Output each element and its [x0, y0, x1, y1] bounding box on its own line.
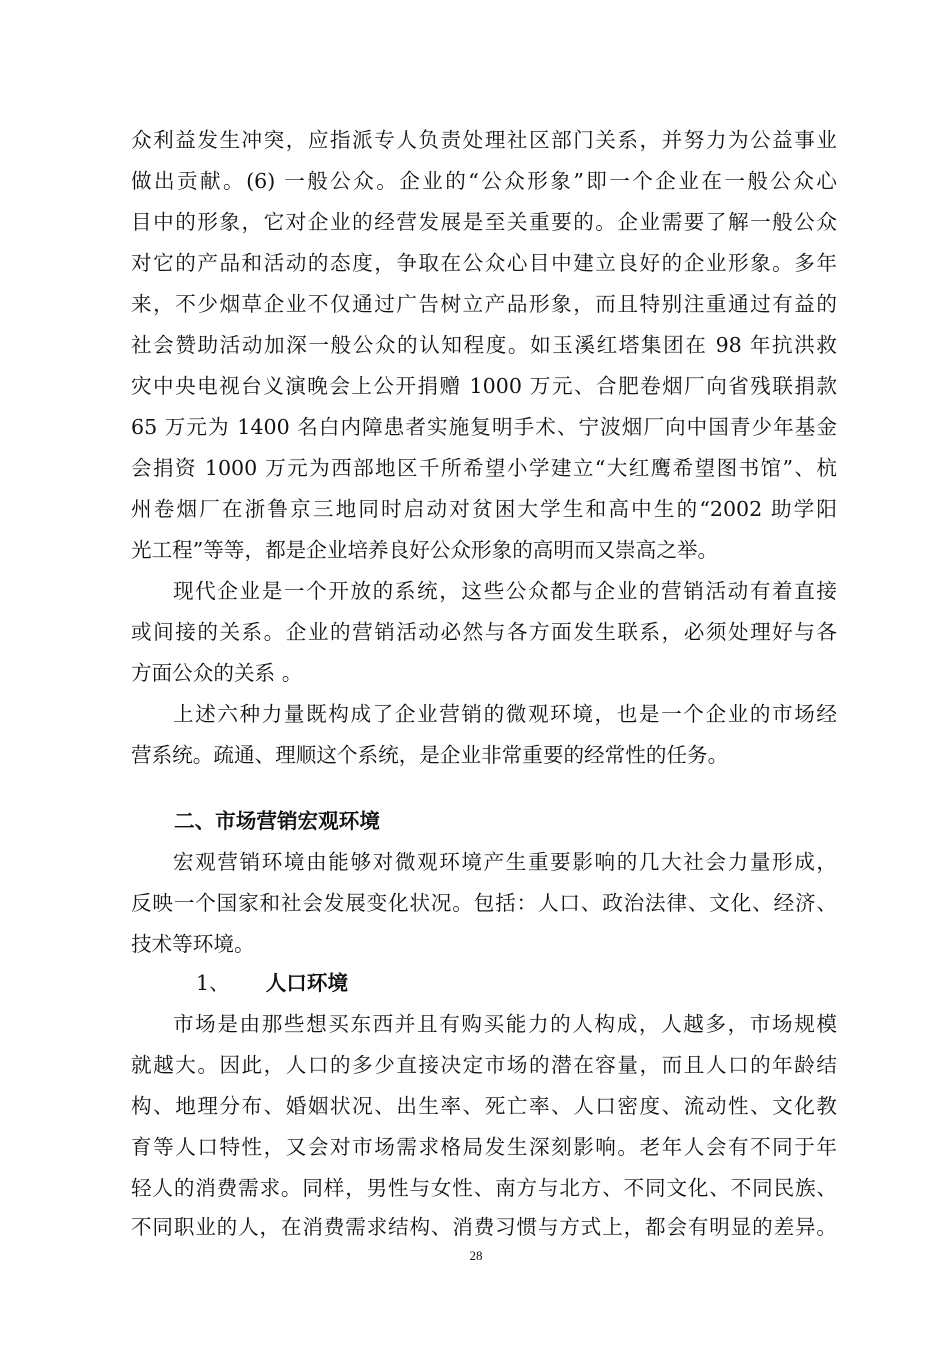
paragraph-line: 育等人口特性，又会对市场需求格局发生深刻影响。老年人会有不同于年 [131, 1135, 837, 1159]
paragraph-line: 技术等环境。 [131, 932, 255, 956]
paragraph-line: 65 万元为 1400 名白内障患者实施复明手术、宁波烟厂向中国青少年基金 [131, 415, 837, 439]
paragraph-line: 光工程”等等，都是企业培养良好公众形象的高明而又崇高之举。 [131, 538, 719, 562]
paragraph-line: 构、地理分布、婚姻状况、出生率、死亡率、人口密度、流动性、文化教 [131, 1094, 837, 1118]
paragraph-line: 轻人的消费需求。同样，男性与女性、南方与北方、不同文化、不同民族、 [131, 1176, 837, 1200]
paragraph-line: 或间接的关系。企业的营销活动必然与各方面发生联系，必须处理好与各 [131, 620, 837, 644]
paragraph-line: 灾中央电视台义演晚会上公开捐赠 1000 万元、合肥卷烟厂向省残联捐款 [131, 374, 837, 398]
paragraph-line: 方面公众的关系 。 [131, 661, 303, 685]
paragraph-line: 会捐资 1000 万元为西部地区千所希望小学建立“大红鹰希望图书馆”、杭 [131, 456, 837, 480]
paragraph-line: 上述六种力量既构成了企业营销的微观环境，也是一个企业的市场经 [173, 702, 837, 726]
paragraph-line: 目中的形象，它对企业的经营发展是至关重要的。企业需要了解一般公众 [131, 210, 837, 234]
paragraph-line: 来，不少烟草企业不仅通过广告树立产品形象，而且特别注重通过有益的 [131, 292, 837, 316]
paragraph-line: 宏观营销环境由能够对微观环境产生重要影响的几大社会力量形成， [173, 850, 837, 874]
subsection-heading [196, 964, 348, 1002]
paragraph-line: 市场是由那些想买东西并且有购买能力的人构成，人越多，市场规模 [173, 1012, 837, 1036]
paragraph-line: 众利益发生冲突，应指派专人负责处理社区部门关系，并努力为公益事业 [131, 128, 837, 152]
paragraph-line: 现代企业是一个开放的系统，这些公众都与企业的营销活动有着直接 [173, 579, 837, 603]
section-heading: 二、市场营销宏观环境 [174, 809, 380, 833]
paragraph-line: 不同职业的人，在消费需求结构、消费习惯与方式上，都会有明显的差异。 [131, 1215, 837, 1239]
paragraph-line: 社会赞助活动加深一般公众的认知程度。如玉溪红塔集团在 98 年抗洪救 [131, 333, 837, 357]
paragraph-line: 州卷烟厂在浙鲁京三地同时启动对贫困大学生和高中生的“2002 助学阳 [131, 497, 837, 521]
subsection-title: 人口环境 [265, 971, 349, 995]
paragraph-line: 做出贡献。(6) 一般公众。企业的“公众形象”即一个企业在一般公众心 [131, 169, 837, 193]
paragraph-line: 对它的产品和活动的态度，争取在公众心目中建立良好的企业形象。多年 [131, 251, 837, 275]
subsection-number: 1、 [196, 971, 230, 995]
page-number: 28 [469, 1248, 483, 1263]
paragraph-line: 反映一个国家和社会发展变化状况。包括：人口、政治法律、文化、经济、 [131, 891, 837, 915]
paragraph-line: 营系统。疏通、理顺这个系统，是企业非常重要的经常性的任务。 [131, 743, 729, 767]
paragraph-line: 就越大。因此，人口的多少直接决定市场的潜在容量，而且人口的年龄结 [131, 1053, 837, 1077]
